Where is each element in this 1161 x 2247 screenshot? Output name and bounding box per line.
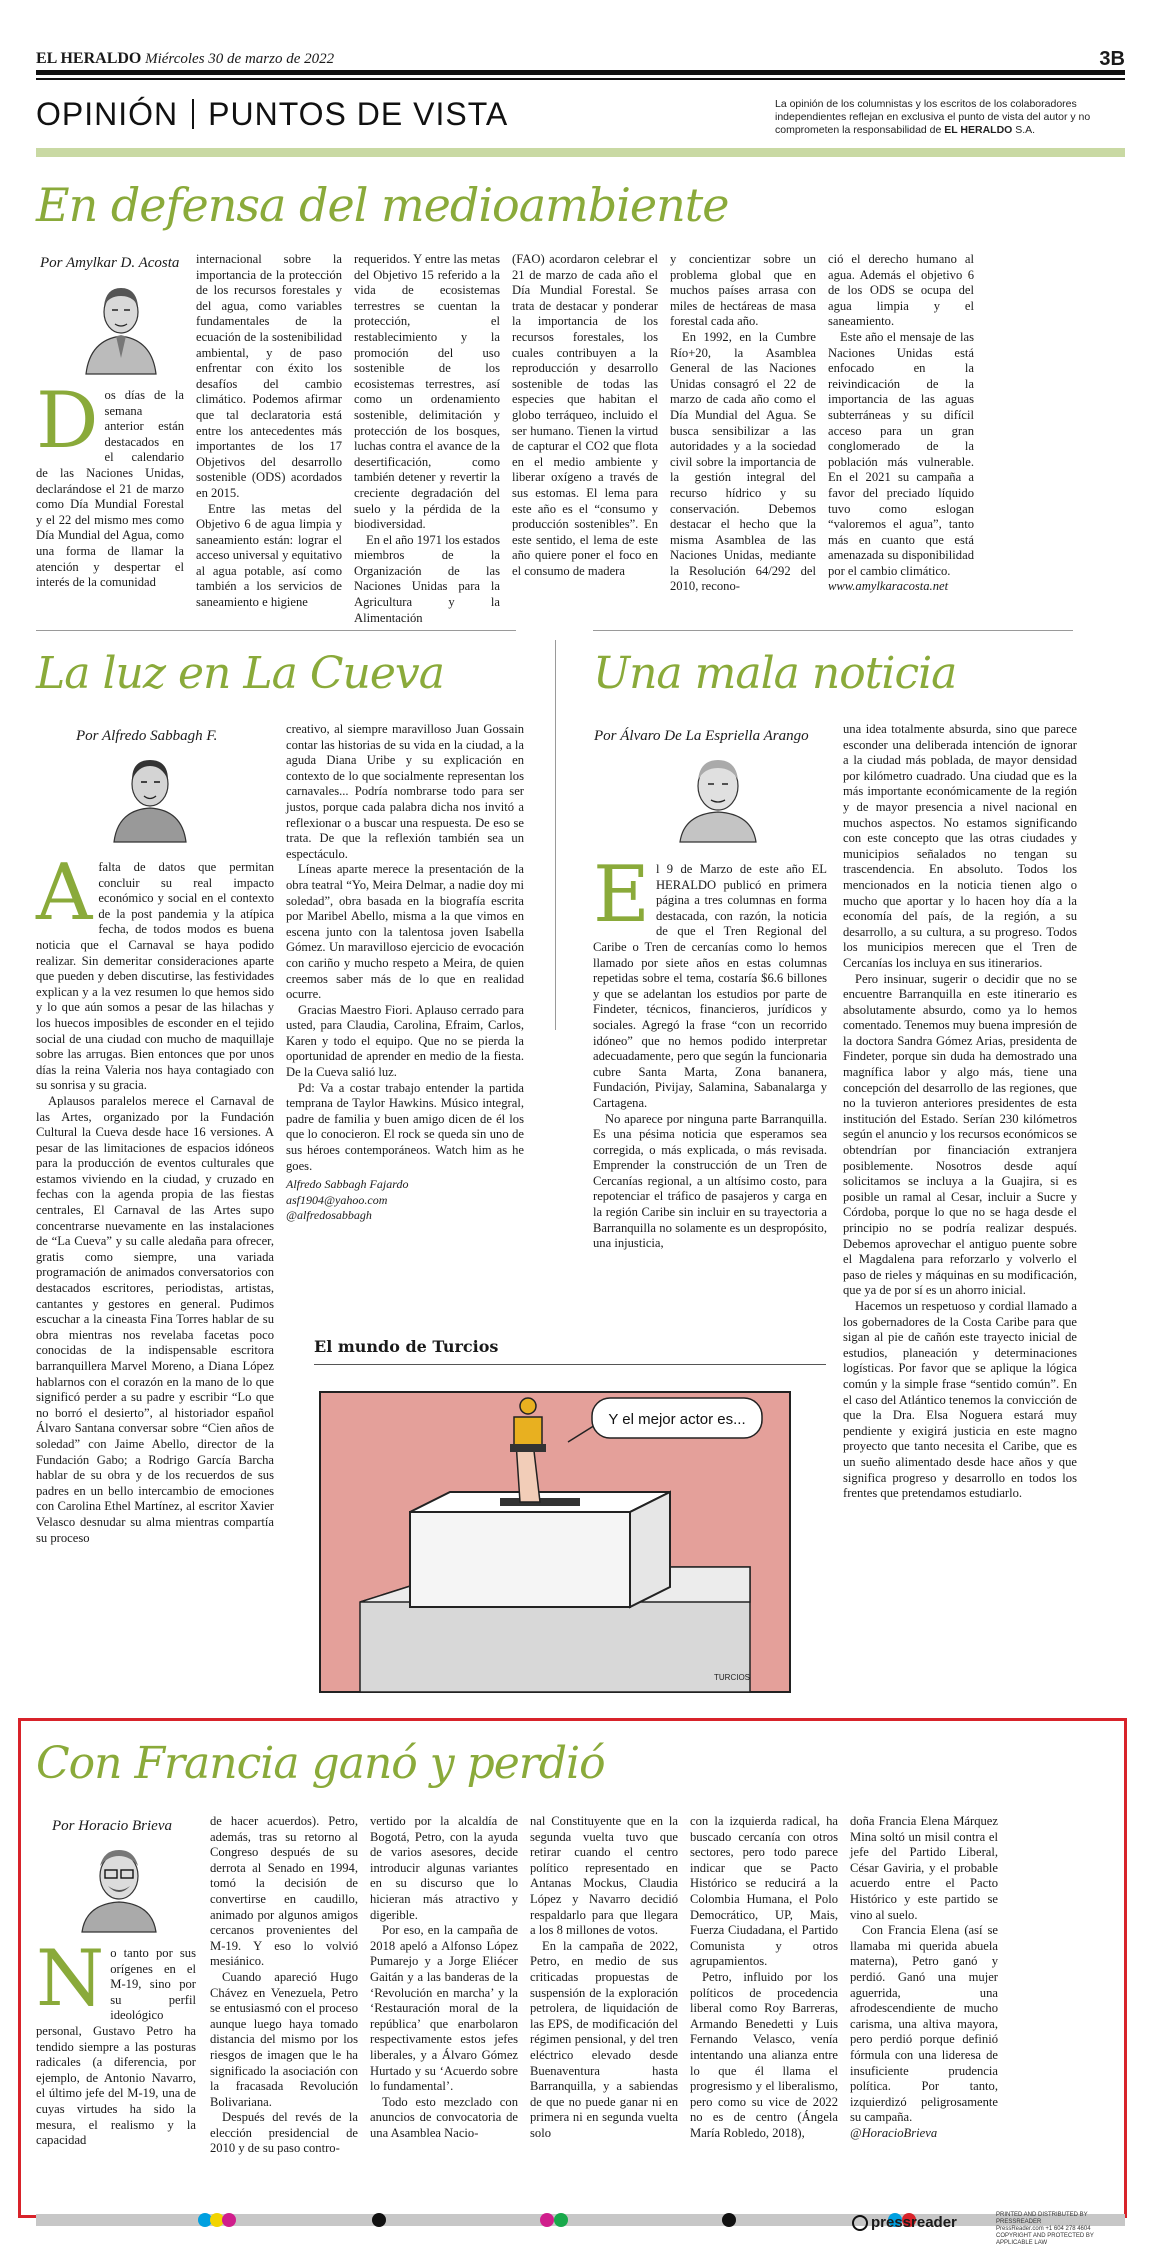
- section-right: PUNTOS DE VISTA: [208, 96, 509, 132]
- cartoon-rule: [314, 1364, 826, 1365]
- pr-line: COPYRIGHT AND PROTECTED BY APPLICABLE LAW: [996, 2233, 1094, 2246]
- paragraph: o tanto por sus orígenes en el M-19, sino por su perfil ideológico personal, Gustavo Petro ha tendido siempre a las posturas radicales (a diferencia, por ejemplo, de Antonio Navarro, el último jefe del M-19, una de cuyas virtudes ha sido la mesura, el realismo y la capacidad: [36, 1946, 196, 2148]
- cartoonist-signature: TURCIOS: [714, 1673, 750, 1682]
- article4-col4: [530, 1814, 678, 2196]
- section-title: [36, 96, 508, 133]
- paragraph: de hacer acuerdos). Petro, además, tras su retorno al Congreso después de su derrota al Senado en 1994, tomó la decisión de convertirse en caudillo, animado por algunos amigos cercanos provenientes del M-19. Y eso lo volvió mesiánico.: [210, 1814, 358, 1969]
- article4-headline: Con Francia ganó y perdió: [36, 1738, 605, 1789]
- paragraph: Aplausos paralelos merece el Carnaval de las Artes, organizado por la Fundación Cultural la Cueva desde hace 16 versiones. A pesar de las limitaciones de espacios idóneos para la producción de eventos culturales que estamos viviendo en la ciudad, y cruzado en fechas con la agenda propia de las fiestas centrales, El Carnaval de las Artes supo concentrarse nuevamente en las instalaciones de “La Cueva” y su calle aledaña para ofrecer, gratis como siempre, una variada programación de animados conversatorios con destacados escritores, periodistas, artistas, cantantes y gestores en general. Pudimos escuchar a la cineasta Fina Torres hablar de su obra mientras nos revelaba facetas poco conocidas de la indispensable escritora barranquillera Marvel Moreno, a Diana López hablarnos con el corazón en la mano de lo que significó perder a su padre y escribir “Lo que no borró el desierto”, al historiador español Álvaro Santana conversar sobre “Cien años de soledad” con Jaime Abello, director de la Fundación Gabo; a Rodrigo García Barcha hablar de su obra y de los recuerdos de sus padres en un bello intercambio de emociones con Carolina Ethel Martínez, al escritor Xavier Velasco desnudar su alma mientras compartía su proceso: [36, 1093, 274, 1545]
- signature-handle: @alfredosabbagh: [286, 1208, 372, 1223]
- paragraph: Pd: Va a costar trabajo entender la partida temprana de Taylor Hawkins. Músico integral, padre de familia y buen amigo dicen de él los que lo conocieron. El rock se queda sin uno de sus héroes contemporáneos. Watch him as he goes.: [286, 1080, 524, 1173]
- paragraph: Petro, influido por los políticos de procedencia liberal como Roy Barreras, Armando Benedetti y Luis Fernando Velasco, venía intentando una alianza entre lo que él llama el progresismo y el liberalismo, pero como su vice de 2022 no es de centro (Ángela María Robledo, 2018),: [690, 1969, 838, 2140]
- article3-col2: [843, 722, 1077, 1697]
- article4-byline: Por Horacio Brieva: [52, 1818, 172, 1834]
- paragraph: Gracias Maestro Fiori. Aplauso cerrado para usted, para Claudia, Carolina, Efraim, Carlos, Karen y todo el equipo. Que no se pierda la oportunidad de aprender en medio de la fiesta. De la Cueva salió luz.: [286, 1002, 524, 1080]
- pressreader-logo: [852, 2214, 957, 2231]
- pressreader-icon: [852, 2215, 868, 2231]
- column-divider: [555, 640, 556, 1030]
- paragraph: doña Francia Elena Márquez Mina soltó un misil contra el jefe del Partido Liberal, César Gaviria, y el probable acuerdo entre el Pacto Histórico y este partido se vino al suelo.: [850, 1814, 998, 1922]
- dropcap: A: [36, 848, 93, 938]
- signature-name: Alfredo Sabbagh Fajardo: [286, 1177, 409, 1192]
- paragraph: internacional sobre la importancia de la protección de los recursos forestales y del agua, como variables fundamentales de la ecuación de la sostenibilidad ambiental, y de paso enfrentar con éxito los desafíos del cambio climático. Podemos afirmar que tal declaratoria está entre los antecedentes más importantes de los 17 Objetivos del desarrollo sostenible (ODS) acordados en 2015.: [196, 252, 342, 500]
- paragraph: (FAO) acordaron celebrar el 21 de marzo de cada año el Día Mundial Forestal. Se trata de destacar y ponderar la importancia de los recursos forestales, los cuales contribuyen a la reproducción y desarrollo sostenible de todas las especies que habitan el globo terráqueo, incluido el ser humano. Tienen la virtud de capturar el CO2 que flota en el medio ambiente y liberar oxígeno a través de sus estomas. El lema para este año es el “consumo y producción sostenibles”. En este sentido, el lema de este año quiere poner el foco en el consumo de madera: [512, 252, 658, 578]
- pressreader-name: pressreader: [871, 2214, 957, 2231]
- masthead: [36, 50, 334, 68]
- paragraph: l 9 de Marzo de este año EL HERALDO publicó en primera página a tres columnas en forma destacada, con razón, la noticia de que el Tren Regional del Caribe o Tren de cercanías como lo hemos llamado por siete años en estas columnas repetidas sobre el tema, costaría $6.6 billones y que se adelantan los estudios por parte de Findeter, técnicos, financieros, jurídicos y sociales. Agregó la frase “con un recorrido idóneo” que no hemos podido interpretar adecuadamente, pero que según la funcionaria cubre Santa Marta, Zona bananera, Fundación, Pivijay, Salamina, Sabanalarga y Cartagena.: [593, 862, 827, 1110]
- magenta-dot: [222, 2213, 236, 2227]
- cartoon-title: El mundo de Turcios: [314, 1337, 499, 1356]
- issue-date: Miércoles 30 de marzo de 2022: [145, 51, 335, 67]
- header-rule-thin: [36, 78, 1125, 80]
- section-divider: [192, 99, 194, 129]
- author-portrait: [676, 750, 760, 842]
- paragraph: vertido por la alcaldía de Bogotá, Petro, con la ayuda de varios asesores, decide introducir algunas variantes en su discurso que lo hicieran más atractivo y digerible.: [370, 1814, 518, 1922]
- paragraph: Pero insinuar, sugerir o decidir que no se encuentre Barranquilla en este itinerario es absolutamente absurdo, como ya lo hemos comentado. Tenemos muy buena impresión de la doctora Sandra Gómez Arias, presidenta de Findeter, porque sin duda ha demostrado una magnífica labor y algo más, tiene una concepción del desarrollo de las regiones, que no la tuvieron anteriores presidentes de esta institución del Estado. Serían 230 kilómetros según el anuncio y los recursos económicos se obtendrían por financiación extranjera posiblemente. Nosotros desde aquí solicitamos se incluya a la Guajira, si es posible un ramal al Cesar, incluir a Sucre y Córdoba, porque lo que no se haga desde el principio no se podría realizar después. Debemos aprovechar el antiguo puente sobre el Magdalena para reforzarlo y volverlo el paso de rieles y máquinas en su modificación, que ya de por sí es un ahorro inicial.: [843, 971, 1077, 1298]
- paragraph: creativo, al siempre maravilloso Juan Gossain contar las historias de su vida en la ciudad, a la aguda Diana Uribe y su explicación en contexto de lo que socialmente representan los carnavales... Podría nombrarse todo para ser justos, porque cada palabra dicha nos invitó a reflexionar o a buscar una respuesta. De eso se trata. De que la reflexión también sea un espectáculo.: [286, 722, 524, 861]
- cartoon-illustration: [320, 1392, 790, 1692]
- dropcap: N: [36, 1934, 105, 2024]
- paragraph: Después del revés de la elección presidencial de 2010 y de su paso contro-: [210, 2110, 358, 2156]
- disclaimer-end: S.A.: [1012, 124, 1036, 136]
- author-website: www.amylkaracosta.net: [828, 579, 949, 594]
- disclaimer-text: La opinión de los columnistas y los escritos de los colaboradores independientes reflejan en exclusiva el punto de vista del autor y no comprometen la responsabilidad de: [775, 98, 1091, 136]
- signature-email: asf1904@yahoo.com: [286, 1192, 388, 1207]
- green-dot: [554, 2213, 568, 2227]
- article4-col6: [850, 1814, 998, 2196]
- article2-byline: Por Alfredo Sabbagh F.: [76, 728, 218, 744]
- article1-byline: Por Amylkar D. Acosta: [40, 255, 180, 271]
- dropcap: D: [36, 376, 99, 466]
- paragraph: con la izquierda radical, ha buscado cercanía con otros sectores, pero todo parece indicar que se Pacto Histórico se reducirá a la Colombia Humana, el Polo Democrático, UP, Mais, Fuerza Ciudadana, el Partido Comunista y otros agrupamientos.: [690, 1814, 838, 1969]
- paragraph: Todo esto mezclado con anuncios de convocatoria de una Asamblea Nacio-: [370, 2094, 518, 2140]
- dropcap: E: [593, 850, 650, 940]
- author-portrait: [78, 278, 164, 374]
- article1-col1: [36, 376, 184, 612]
- paragraph: En 1992, en la Cumbre Río+20, la Asamblea General de las Naciones Unidas consagró el 22 de marzo de cada año como el Día Mundial del Agua. Se busca sensibilizar a las autoridades y a la sociedad civil sobre la importancia de la gestión integral del recurso hídrico y su conservación. Debemos destacar el hecho que la misma Asamblea de las Naciones Unidas, mediante la Resolución 64/292 del 2010, recono-: [670, 329, 816, 594]
- paper-name: EL HERALDO: [36, 50, 142, 67]
- disclaimer-paper: EL HERALDO: [944, 124, 1013, 136]
- article1-col6: [828, 252, 974, 612]
- article1-text: os días de la semana anterior están destacados en el calendario de las Naciones Unidas, declarándose el 21 de marzo como Día Mundial Forestal y el 22 del mismo mes como Día Mundial del Agua, como una forma de llamar la atención y despertar el interés de la comunidad: [36, 388, 184, 590]
- section-band: [36, 148, 1125, 157]
- author-portrait: [110, 750, 190, 842]
- disclaimer: [775, 98, 1130, 137]
- paragraph: una idea totalmente absurda, sino que parece esconder una deliberada intención de ignorar a la ciudad más poblada, de mayor densidad por kilómetro cuadrado. Una ciudad que es la más importante económicamente de la región y de mayor presencia a nivel nacional en muchos aspectos. No estamos significando con este concepto que las otras ciudades y municipios señalados no tengan su trascendencia. En absoluto. Todos los mencionados en la noticia tienen algo o mucho que aportar y lo hacen hoy día a la economía del país, de la región, a su desarrollo, a su cultura, a su progreso. Todos los municipios merecen que el Tren de Cercanías los incluya en sus itinerarios.: [843, 722, 1077, 970]
- article2-headline: La luz en La Cueva: [36, 648, 444, 699]
- article1-col5: [670, 252, 816, 612]
- paragraph: En el año 1971 los estados miembros de la Organización de las Naciones Unidas para la Agricultura y la Alimentación: [354, 532, 500, 625]
- divider: [593, 630, 1073, 631]
- article2-col1: [36, 848, 274, 1695]
- paragraph: ció el derecho humano al agua. Además el objetivo 6 de los ODS se ocupa del agua limpia y el saneamiento.: [828, 252, 974, 329]
- paragraph: Cuando apareció Hugo Chávez en Venezuela, Petro se entusiasmó con el proceso aunque luego haya tomado distancia del mismo por los riesgos de imagen que le ha significado la asociación con la fracasada Revolución Bolivariana.: [210, 1969, 358, 2109]
- article1-col4: [512, 252, 658, 612]
- paragraph: Líneas aparte merece la presentación de la obra teatral “Yo, Meira Delmar, a nadie doy mi soledad”, obra basada en la biografía escrita por Maribel Abello, misma a la que vimos en escena junto con la talentosa joven Isabella Gómez. Un maravilloso ejercicio de evocación con cariño y mucho respeto a Meira, de quien creemos saber más de lo que en realidad ocurre.: [286, 862, 524, 1002]
- article4-col2: [210, 1814, 358, 2196]
- article1-col2: [196, 252, 342, 612]
- paragraph: Hacemos un respetuoso y cordial llamado a los gobernadores de la Costa Caribe para que sigan al pie de cañón este trayecto inicial de estudios, planeación y determinaciones logísticas. Por favor que se aplique la lógica común y la simple frase “sentido común”. En el caso del Atlántico tenemos la convicción de que la Dra. Elsa Noguera estará muy pendiente y exigirá justicia en este magno proyecto que tanto necesita el Caribe, que es un sueño alimentado desde hace años y que significa progreso y desarrollo en todos los frentes que pretendamos estudiarlo.: [843, 1298, 1077, 1501]
- article4-col1: [36, 1934, 196, 2196]
- article4-col5: [690, 1814, 838, 2196]
- article4-col3: [370, 1814, 518, 2196]
- article3-headline: Una mala noticia: [593, 648, 957, 699]
- paragraph: nal Constituyente que en la segunda vuelta tuvo que retirar cuando el centro político representado en Antanas Mockus, Claudia López y Navarro decidió respaldarlo para que llegara a los 8 millones de votos.: [530, 1814, 678, 1938]
- pr-line: PressReader.com +1 604 278 4604: [996, 2226, 1091, 2232]
- divider: [36, 630, 516, 631]
- author-portrait: [76, 1840, 162, 1932]
- magenta-dot: [540, 2213, 554, 2227]
- paragraph: Con Francia Elena (así se llamaba mi querida abuela materna), Petro ganó y perdió. Ganó una mujer aguerrida, una afrodescendiente de mucho carisma, una altiva mayora, pero perdió porque definió fórmula con una lideresa de insuficiente prudencia política. Por tanto, izquierdizó peligrosamente su campaña.: [850, 1923, 998, 2125]
- paragraph: y concientizar sobre un problema global que en muchos países arrasa con miles de hectáreas de masa forestal cada año.: [670, 252, 816, 329]
- page-number: 3B: [1099, 48, 1125, 70]
- article3-col1: [593, 850, 827, 1362]
- paragraph: Entre las metas del Objetivo 6 de agua limpia y saneamiento están: lograr el acceso universal y equitativo al agua potable, así como también a los servicios de saneamiento e higiene: [196, 501, 342, 610]
- paragraph: En la campaña de 2022, Petro, en medio de sus criticadas propuestas de suspensión de la exploración petrolera, de liquidación de las EPS, de modificación del régimen pensional, y del tren eléctrico elevado desde Buenaventura hasta Barranquilla, y a sabiendas de que no puede ganar ni en primera ni en segunda vuelta solo: [530, 1938, 678, 2140]
- paragraph: Por eso, en la campaña de 2018 apeló a Alfonso López Pumarejo y a Jorge Eliécer Gaitán y a las banderas de la ‘Revolución en marcha’ y la ‘Restauración moral de la república’ que enarbolaron respectivamente estos jefes liberales, y a Álvaro Gómez Hurtado y su ‘Acuerdo sobre lo fundamental’.: [370, 1923, 518, 2094]
- pressreader-notice: [996, 2212, 1126, 2247]
- section-left: OPINIÓN: [36, 96, 179, 132]
- paragraph: No aparece por ninguna parte Barranquilla. Es una pésima noticia que esperamos sea corregida, o más explicada, o más revisada. Emprender la construcción de un Tren de Cercanías regional, a un altísimo costo, para repotenciar el tráfico de pasajeros y carga en la región Caribe sin incluir en su trayectoria a Barranquilla no solamente es un despropósito, una injusticia,: [593, 1111, 827, 1251]
- black-dot: [722, 2213, 736, 2227]
- author-handle: @HoracioBrieva: [850, 2125, 938, 2140]
- black-dot: [372, 2213, 386, 2227]
- pr-line: PRINTED AND DISTRIBUTED BY PRESSREADER: [996, 2212, 1088, 2225]
- article1-col3: [354, 252, 500, 625]
- paragraph: requeridos. Y entre las metas del Objetivo 15 referido a la vida de ecosistemas terrestres se cuentan la protección, el restablecimiento y la promoción del uso sostenible de los ecosistemas terrestres, así como un ordenamiento sostenible, delimitación y protección de los bosques, luchas contra el avance de la desertificación, como también detener y revertir la creciente degradación del suelo y la pérdida de la biodiversidad.: [354, 252, 500, 532]
- article3-byline: Por Álvaro De La Espriella Arango: [594, 728, 809, 744]
- speech-bubble-text: Y el mejor actor es...: [608, 1411, 746, 1428]
- paragraph: falta de datos que permitan concluir su real impacto económico y social en el contexto de la post pandemia y la atípica fecha, de todos modos es buena noticia que el Carnaval se haya podido realizar. Sin demeritar consideraciones aparte que pueden y deben discutirse, las festividades explican y a la vez resumen lo que hemos sido y lo que aún somos a pesar de las hilachas y los huecos imposibles de esconder en el tejido social de una ciudad con mucho de maquillaje sobre las arrugas. Bien entonces que por unos días la reina Valeria nos haya contagiado con su sonrisa y su gracia.: [36, 860, 274, 1093]
- article1-headline: En defensa del medioambiente: [36, 178, 729, 232]
- header-rule: [36, 70, 1125, 75]
- article2-col2: [286, 722, 524, 1270]
- paragraph: Este año el mensaje de las Naciones Unidas está enfocado en la reivindicación de la importancia de las aguas subterráneas y su difícil acceso para un gran conglomerado de la población más vulnerable. En el 2021 su campaña a favor del preciado líquido tuvo como eslogan “valoremos el agua”, tanto más en cuanto que está amenazada su disponibilidad por el cambio climático.: [828, 329, 974, 578]
